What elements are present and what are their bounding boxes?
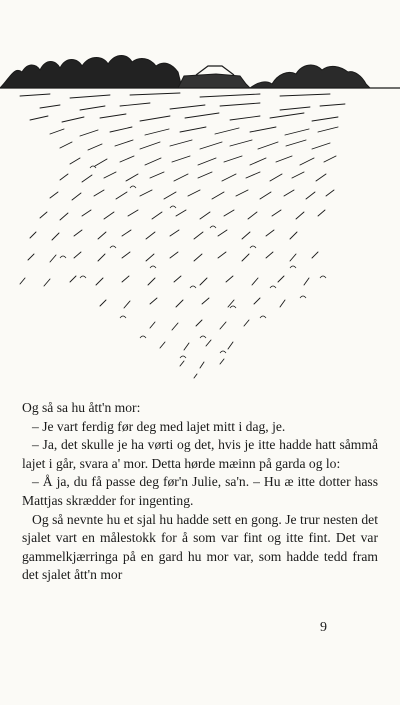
body-text [22,399,378,585]
paragraph: Og så sa hu ått'n mor: [22,400,141,415]
field-illustration [0,48,400,388]
paragraph: – Ja, det skulle je ha vørti og det, hvis je itte hadde hatt såmmå lajet i går, svara a' mor. Detta hørde mæinn på garda og lo: [22,437,378,471]
paragraph: – Je vart ferdig før deg med lajet mitt i dag, je. [32,418,286,434]
paragraph: – Å ja, du få passe deg før'n Julie, sa'n. – Hu æ itte dotter hass Mattjas skrædder for ingenting. [22,474,378,508]
paragraph: Og så nevnte hu et sjal hu hadde sett en gong. Je trur nesten det sjalet vart en målestokk for å som var fint og itte fint. Det var gammelkjærringa på en gard hu mor var, som hadde tedd fram det sjalet ått'n mor [22,511,378,583]
furrow-strokes [20,93,345,378]
horizon-treeline [0,56,400,89]
page-number: 9 [320,620,327,635]
